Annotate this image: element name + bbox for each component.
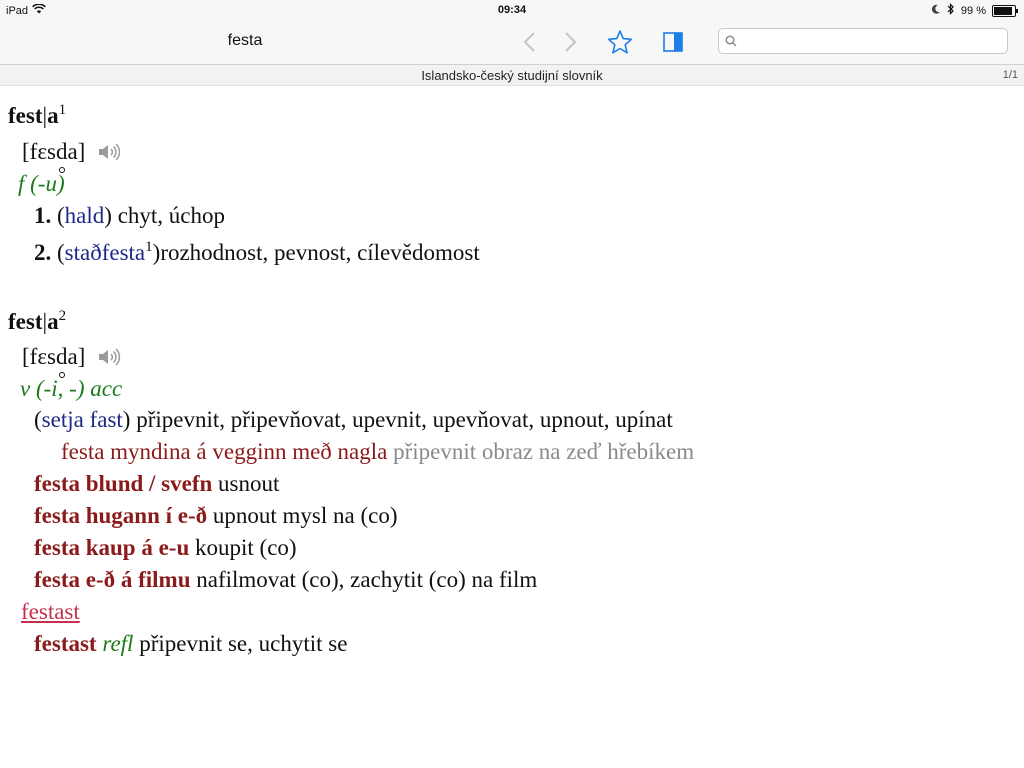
- reflexive-grammar: refl: [96, 631, 134, 656]
- reflexive-czech: připevnit se, uchytit se: [133, 631, 348, 656]
- translation: rozhodnost, pevnost, cílevědomost: [160, 240, 480, 265]
- star-icon: [607, 29, 633, 55]
- chevron-right-icon: [564, 31, 578, 53]
- sense-1-1: [34, 200, 225, 232]
- headword-1-homonym: 1: [58, 102, 67, 118]
- sidebar-icon: [662, 31, 684, 53]
- pronunciation-1: [22, 136, 121, 170]
- translation: připevnit, připevňovat, upevnit, upevňovat, upnout, upínat: [130, 407, 673, 432]
- entry-content: [0, 86, 1024, 768]
- headword-1-ending: a: [47, 103, 59, 128]
- forward-button[interactable]: [556, 28, 586, 56]
- headword-2-ending: a: [47, 309, 59, 334]
- status-right: [931, 3, 1016, 18]
- paren-close: ): [152, 240, 161, 265]
- page-indicator: 1/1: [1002, 69, 1018, 81]
- phrase-4: [34, 564, 537, 596]
- phrase-czech: nafilmovat (co), zachytit (co) na film: [190, 567, 538, 592]
- battery-icon: [992, 5, 1016, 17]
- translation: chyt, úchop: [111, 203, 226, 228]
- clock: 09:34: [497, 4, 527, 16]
- speaker-icon[interactable]: [97, 343, 121, 375]
- grammar-1: f (-u): [18, 171, 65, 196]
- headword-1-stem: fest: [8, 103, 43, 128]
- search-field[interactable]: [718, 28, 1008, 54]
- headword-2-divider: |: [42, 309, 48, 334]
- phrase-czech: upnout mysl na (co): [207, 503, 398, 528]
- phrase-czech: koupit (co): [189, 535, 297, 560]
- pron-1-part-b: a]: [67, 139, 86, 164]
- search-input[interactable]: [743, 32, 1005, 52]
- headword-2-homonym: 2: [58, 308, 67, 324]
- example-icelandic: festa myndina á vegginn með nagla: [61, 439, 388, 464]
- reflexive-icelandic: festast: [34, 631, 97, 656]
- grammar-2: v (-i, -) acc: [20, 376, 123, 401]
- search-icon: [725, 35, 737, 47]
- paren-open: (: [57, 240, 65, 265]
- dictionary-bar: [0, 64, 1024, 86]
- reflexive-phrase: [34, 628, 347, 660]
- cross-reference[interactable]: staðfesta: [64, 240, 146, 265]
- pron-2-voiceless-d: d: [56, 341, 68, 373]
- phrase-icelandic: festa blund / svefn: [34, 471, 213, 496]
- phrase-1: [34, 468, 279, 500]
- back-button[interactable]: [514, 28, 544, 56]
- headword-1-divider: |: [42, 103, 48, 128]
- phrase-icelandic: festa e-ð á filmu: [34, 567, 191, 592]
- speaker-icon[interactable]: [97, 138, 121, 170]
- paren-close: ): [122, 407, 131, 432]
- cross-reference[interactable]: setja fast: [41, 407, 123, 432]
- dictionary-name: Islandsko-český studijní slovník: [421, 68, 603, 83]
- bluetooth-icon: [947, 3, 955, 18]
- sense-number: 1.: [34, 203, 52, 228]
- headword-2-stem: fest: [8, 309, 43, 334]
- paren-open: (: [34, 407, 42, 432]
- battery-percent: 99 %: [960, 4, 986, 17]
- sense-2-1: [34, 404, 673, 436]
- pron-1-part-a: [fɛs: [22, 139, 56, 164]
- sidebar-toggle-button[interactable]: [658, 28, 688, 56]
- phrase-czech: usnout: [212, 471, 280, 496]
- phrase-icelandic: festa kaup á e-u: [34, 535, 190, 560]
- pron-2-part-b: a]: [67, 344, 86, 369]
- nav-bar: [0, 20, 1024, 64]
- paren-close: ): [104, 203, 112, 228]
- cross-reference-homonym: 1: [145, 239, 153, 255]
- sense-1-2: [34, 237, 480, 269]
- favorite-button[interactable]: [605, 28, 635, 56]
- status-bar: [0, 0, 1024, 20]
- cross-reference[interactable]: hald: [64, 203, 105, 228]
- phrase-3: [34, 532, 297, 564]
- pron-2-part-a: [fɛs: [22, 344, 56, 369]
- chevron-left-icon: [522, 31, 536, 53]
- paren-open: (: [57, 203, 65, 228]
- festast-link[interactable]: festast: [21, 599, 80, 624]
- headword-2: [8, 306, 66, 338]
- pronunciation-2: [22, 341, 121, 375]
- moon-icon: [931, 4, 941, 17]
- sense-number: 2.: [34, 240, 52, 265]
- device-label: iPad: [6, 4, 29, 17]
- example-2-1: [61, 436, 694, 468]
- phrase-icelandic: festa hugann í e-ð: [34, 503, 208, 528]
- phrase-2: [34, 500, 398, 532]
- nav-title: festa: [227, 32, 263, 49]
- example-czech: připevnit obraz na zeď hřebíkem: [387, 439, 695, 464]
- headword-1: [8, 100, 66, 132]
- pron-1-voiceless-d: d: [56, 136, 68, 168]
